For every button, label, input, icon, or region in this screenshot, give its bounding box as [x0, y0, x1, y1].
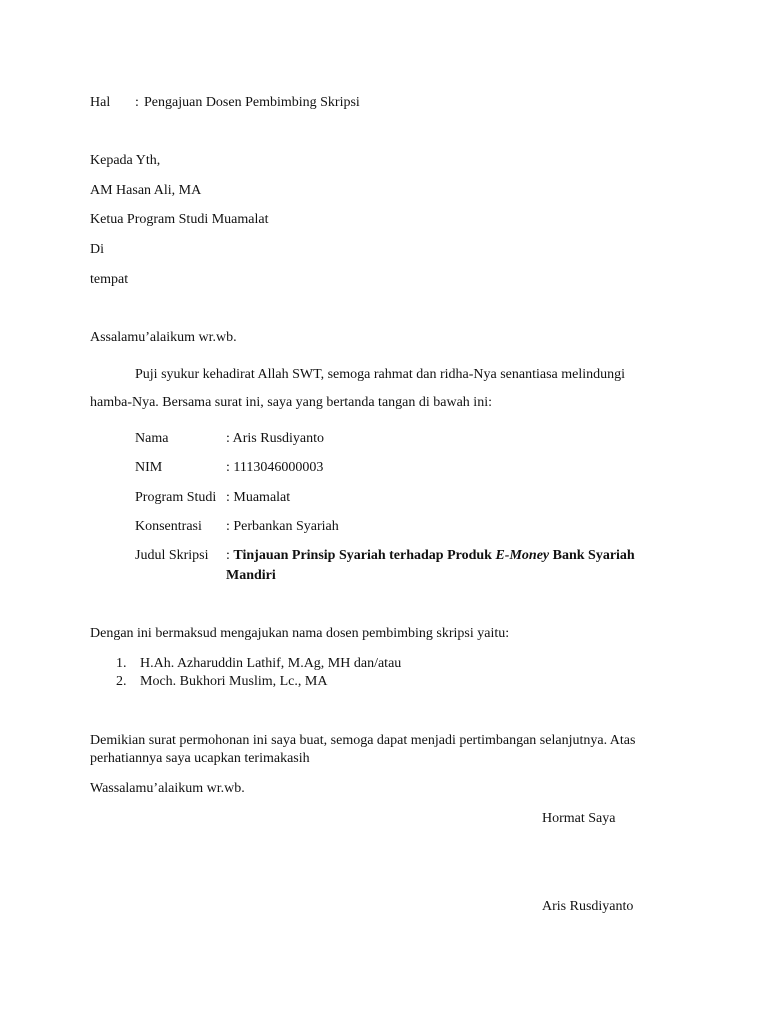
recipient-line-1: Kepada Yth, — [90, 153, 161, 168]
identity-nim-value: : 1113046000003 — [226, 460, 324, 475]
recipient-line-3: Ketua Program Studi Muamalat — [90, 212, 269, 227]
intro-line-1: Puji syukur kehadirat Allah SWT, semoga rahmat dan ridha-Nya senantiasa melindungi — [135, 367, 626, 382]
recipient-line-2: AM Hasan Ali, MA — [90, 183, 202, 198]
identity-name-value: : Aris Rusdiyanto — [226, 431, 325, 446]
thesis-title-part-1: Tinjauan Prinsip Syariah terhadap Produk — [233, 548, 492, 563]
identity-name-label: Nama — [135, 431, 169, 446]
supervisor-number-2: 2. — [116, 674, 127, 689]
farewell: Wassalamu’alaikum wr.wb. — [90, 781, 245, 796]
greeting: Assalamu’alaikum wr.wb. — [90, 330, 237, 345]
signature-name: Aris Rusdiyanto — [542, 899, 634, 914]
identity-concentration-value: : Perbankan Syariah — [226, 519, 339, 534]
thesis-title-line-2: Mandiri — [226, 568, 276, 583]
signature-salutation: Hormat Saya — [542, 811, 616, 826]
identity-thesis-value — [226, 547, 635, 565]
identity-program-value: : Muamalat — [226, 490, 291, 505]
closing-line-1: Demikian surat permohonan ini saya buat, semoga dapat menjadi pertimbangan selanjutnya. Atas — [90, 733, 636, 748]
supervisor-number-1: 1. — [116, 656, 127, 671]
subject-label: Hal — [90, 95, 111, 110]
closing-line-2: perhatiannya saya ucapkan terimakasih — [90, 751, 310, 766]
subject-separator: : — [135, 95, 139, 110]
request-text: Dengan ini bermaksud mengajukan nama dosen pembimbing skripsi yaitu: — [90, 626, 510, 641]
thesis-colon: : — [226, 548, 230, 563]
intro-line-2: hamba-Nya. Bersama surat ini, saya yang bertanda tangan di bawah ini: — [90, 395, 492, 410]
recipient-line-4: Di — [90, 242, 104, 257]
identity-program-label: Program Studi — [135, 490, 217, 505]
supervisor-name-1: H.Ah. Azharuddin Lathif, M.Ag, MH dan/atau — [140, 656, 402, 671]
identity-concentration-label: Konsentrasi — [135, 519, 202, 534]
identity-nim-label: NIM — [135, 460, 163, 475]
identity-thesis-label: Judul Skripsi — [135, 548, 209, 563]
subject-text: Pengajuan Dosen Pembimbing Skripsi — [144, 95, 360, 110]
thesis-title-emoney: E-Money — [495, 548, 550, 563]
supervisor-name-2: Moch. Bukhori Muslim, Lc., MA — [140, 674, 328, 689]
recipient-line-5: tempat — [90, 272, 129, 287]
thesis-title-part-3: Bank Syariah — [552, 548, 635, 563]
